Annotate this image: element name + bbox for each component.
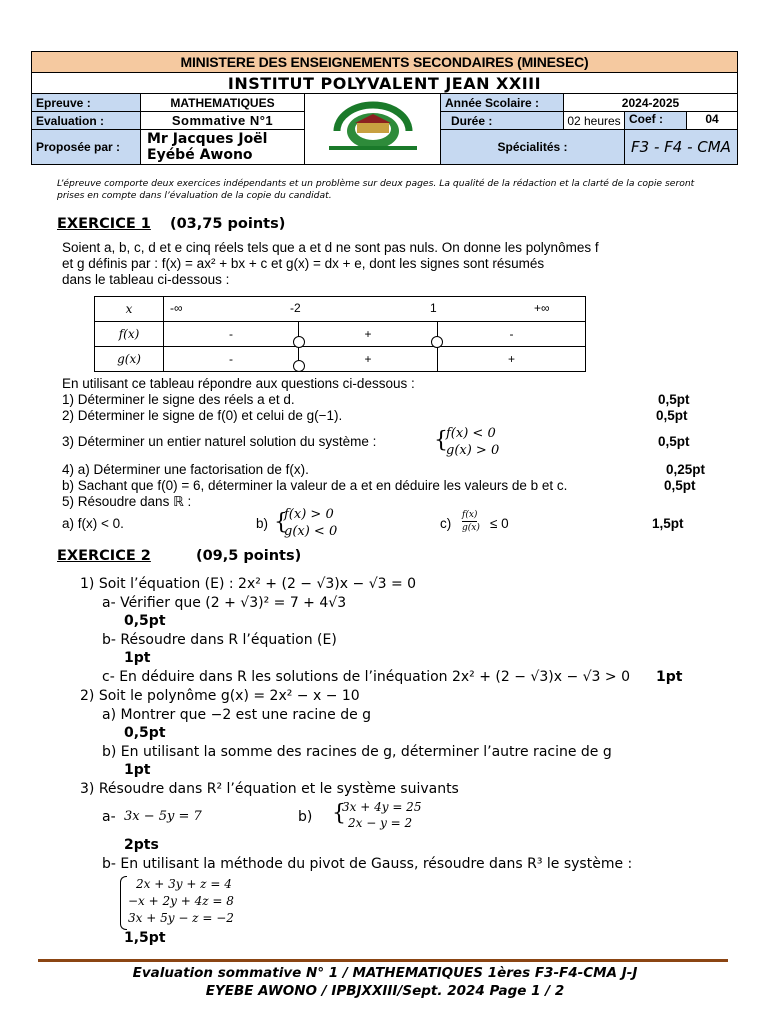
author-line-2: Eyébé Awono [147, 147, 253, 163]
pos-infinity: +∞ [534, 301, 550, 315]
question-5a: a) f(x) < 0. [62, 516, 124, 531]
epreuve-label: Epreuve : [32, 94, 141, 112]
duree-label: Durée : [441, 112, 564, 130]
exercise2-title: EXERCICE 2 [57, 548, 151, 564]
item-2b-points: 1pt [124, 762, 151, 778]
annee-label: Année Scolaire : [441, 94, 564, 112]
q5b-line-1: f(x) > 0 [284, 507, 334, 522]
item-3a-label: a- [102, 809, 116, 825]
exercise1-statement [62, 240, 702, 288]
item-1a-points: 0,5pt [124, 613, 166, 629]
evaluation-label: Evaluation : [32, 112, 141, 130]
ministry-title: MINISTERE DES ENSEIGNEMENTS SECONDAIRES (MINESEC) [32, 52, 738, 73]
school-logo [305, 94, 441, 165]
gauss-points: 1,5pt [124, 930, 166, 946]
question-5b-label: b) [256, 516, 269, 531]
item-3a-equation: 3x − 5y = 7 [124, 809, 202, 824]
evaluation-value: Sommative N°1 [141, 112, 305, 130]
item-3: 3) Résoudre dans R² l’équation et le système suivants [80, 781, 459, 797]
exercise1-questions [62, 376, 722, 510]
question-2: 2) Déterminer le signe de f(0) et celui de g(−1). [62, 408, 343, 423]
statement-line-1: Soient a, b, c, d et e cinq réels tels que a et d ne sont pas nuls. On donne les polynômes f [62, 240, 599, 255]
brace-icon-3b: { [332, 801, 346, 826]
f-sign-1: - [164, 322, 299, 347]
q3-system-2: g(x) > 0 [446, 443, 500, 458]
gauss-line-3: 3x + 5y − z = −2 [128, 911, 234, 925]
sign-table [94, 296, 586, 372]
exercise2-points: (09,5 points) [195, 548, 302, 564]
zero-marker-f-1 [431, 336, 443, 348]
question-4b-points: 0,5pt [664, 478, 696, 493]
institute-title: INSTITUT POLYVALENT JEAN XXIII [32, 73, 738, 94]
gauss-line-2: −x + 2y + 4z = 8 [128, 894, 234, 908]
gauss-line-1: 2x + 3y + z = 4 [136, 877, 232, 891]
question-4a-points: 0,25pt [666, 462, 706, 477]
item-2a: a) Montrer que −2 est une racine de g [102, 707, 372, 723]
item-3c: b- En utilisant la méthode du pivot de Gauss, résoudre dans R³ le système : [102, 856, 633, 872]
item-3-points: 2pts [124, 837, 159, 853]
item-3b-line-1: 3x + 4y = 25 [342, 800, 422, 814]
q5c-denominator: g(x) [462, 523, 480, 533]
question-5-points: 1,5pt [652, 516, 684, 531]
exercise1-title: EXERCICE 1 [57, 216, 151, 232]
item-1a: a- Vérifier que (2 + √3)² = 7 + 4√3 [102, 595, 347, 611]
exercise1-points: (03,75 points) [169, 216, 286, 232]
exercise2-header [57, 545, 301, 564]
item-3b-label: b) [298, 809, 313, 825]
gauss-system [80, 874, 740, 930]
question-2-points: 0,5pt [656, 408, 688, 423]
item-1c: c- En déduire dans R les solutions de l’inéquation 2x² + (2 − √3)x − √3 > 0 [102, 669, 631, 685]
brace-icon-5b: { [274, 510, 288, 535]
statement-line-3: dans le tableau ci-dessous : [62, 272, 230, 287]
item-1b: b- Résoudre dans R l’équation (E) [102, 632, 337, 648]
sign-table-xrow [164, 297, 586, 322]
item-1: 1) Soit l’équation (E) : 2x² + (2 − √3)x − √3 = 0 [80, 576, 417, 592]
exercise1-header [57, 213, 285, 232]
zero-marker-g-minus2 [293, 360, 305, 372]
sign-table-g-label: g(x) [95, 347, 164, 372]
item-2b: b) En utilisant la somme des racines de g, déterminer l’autre racine de g [102, 744, 612, 760]
coef-label: Coef : [625, 112, 687, 129]
annee-value: 2024-2025 [564, 94, 738, 112]
brace-icon-gauss [120, 876, 127, 930]
statement-line-2: et g définis par : f(x) = ax² + bx + c et g(x) = dx + e, dont les signes sont résumés [62, 256, 545, 271]
g-sign-1: - [164, 347, 299, 372]
question-5c-label: c) [440, 516, 452, 531]
item-2a-points: 0,5pt [124, 725, 166, 741]
value-minus-2: -2 [290, 301, 301, 315]
question-5-parts [62, 506, 722, 544]
item-3-parts [80, 800, 740, 837]
item-3b-line-2: 2x − y = 2 [348, 816, 413, 830]
item-1b-points: 1pt [124, 650, 151, 666]
question-3-points: 0,5pt [658, 434, 690, 449]
question-1: 1) Déterminer le signe des réels a et d. [62, 392, 295, 407]
author-line-1: Mr Jacques Joël [147, 131, 268, 147]
value-1: 1 [430, 301, 437, 315]
q5c-numerator: f(x) [462, 510, 478, 520]
intro-text: L’épreuve comporte deux exercices indépendants et un problème sur deux pages. La qualité de la rédaction et la clarté de la copie seront prises en compte dans l’évaluation de la copie du candidat. [57, 178, 695, 201]
q5c-rest: ≤ 0 [490, 516, 509, 531]
question-1-points: 0,5pt [658, 392, 690, 407]
g-sign-3: + [438, 347, 586, 372]
question-3: 3) Déterminer un entier naturel solution du système : [62, 434, 377, 449]
question-5: 5) Résoudre dans ℝ : [62, 494, 192, 509]
q5b-line-2: g(x) < 0 [284, 524, 338, 539]
q3-system-1: f(x) < 0 [446, 426, 496, 441]
question-4b: b) Sachant que f(0) = 6, déterminer la valeur de a et en déduire les valeurs de b et c. [62, 478, 568, 493]
neg-infinity: -∞ [170, 301, 183, 315]
zero-marker-f-minus2 [293, 336, 305, 348]
proposee-label: Proposée par : [32, 130, 141, 165]
use-table-text: En utilisant ce tableau répondre aux questions ci-dessous : [62, 376, 415, 391]
specialites-label: Spécialités : [441, 130, 625, 165]
duree-value: 02 heures [564, 112, 625, 130]
item-2: 2) Soit le polynôme g(x) = 2x² − x − 10 [80, 688, 360, 704]
sign-table-x: x [95, 297, 164, 322]
header-table [31, 51, 738, 165]
sign-table-f-label: f(x) [95, 322, 164, 347]
f-sign-3: - [438, 322, 586, 347]
g-sign-2: + [299, 347, 438, 372]
footer-line-1: Evaluation sommative N° 1 / MATHEMATIQUES 1ères F3-F4-CMA J-J [132, 965, 638, 981]
exercise2-body [80, 576, 740, 949]
f-sign-2: + [299, 322, 438, 347]
brace-icon: { [434, 428, 448, 453]
coef-value: 04 [705, 112, 719, 126]
item-1c-points: 1pt [656, 669, 683, 685]
logo-emblem-icon [319, 99, 427, 157]
specialites-value: F3 - F4 - CMA [625, 130, 738, 165]
epreuve-value: MATHEMATIQUES [141, 94, 305, 112]
question-4a: 4) a) Déterminer une factorisation de f(x). [62, 462, 309, 477]
footer-divider [38, 959, 728, 962]
footer-line-2: EYEBE AWONO / IPBJXXIII/Sept. 2024 Page 1 / 2 [205, 983, 565, 999]
